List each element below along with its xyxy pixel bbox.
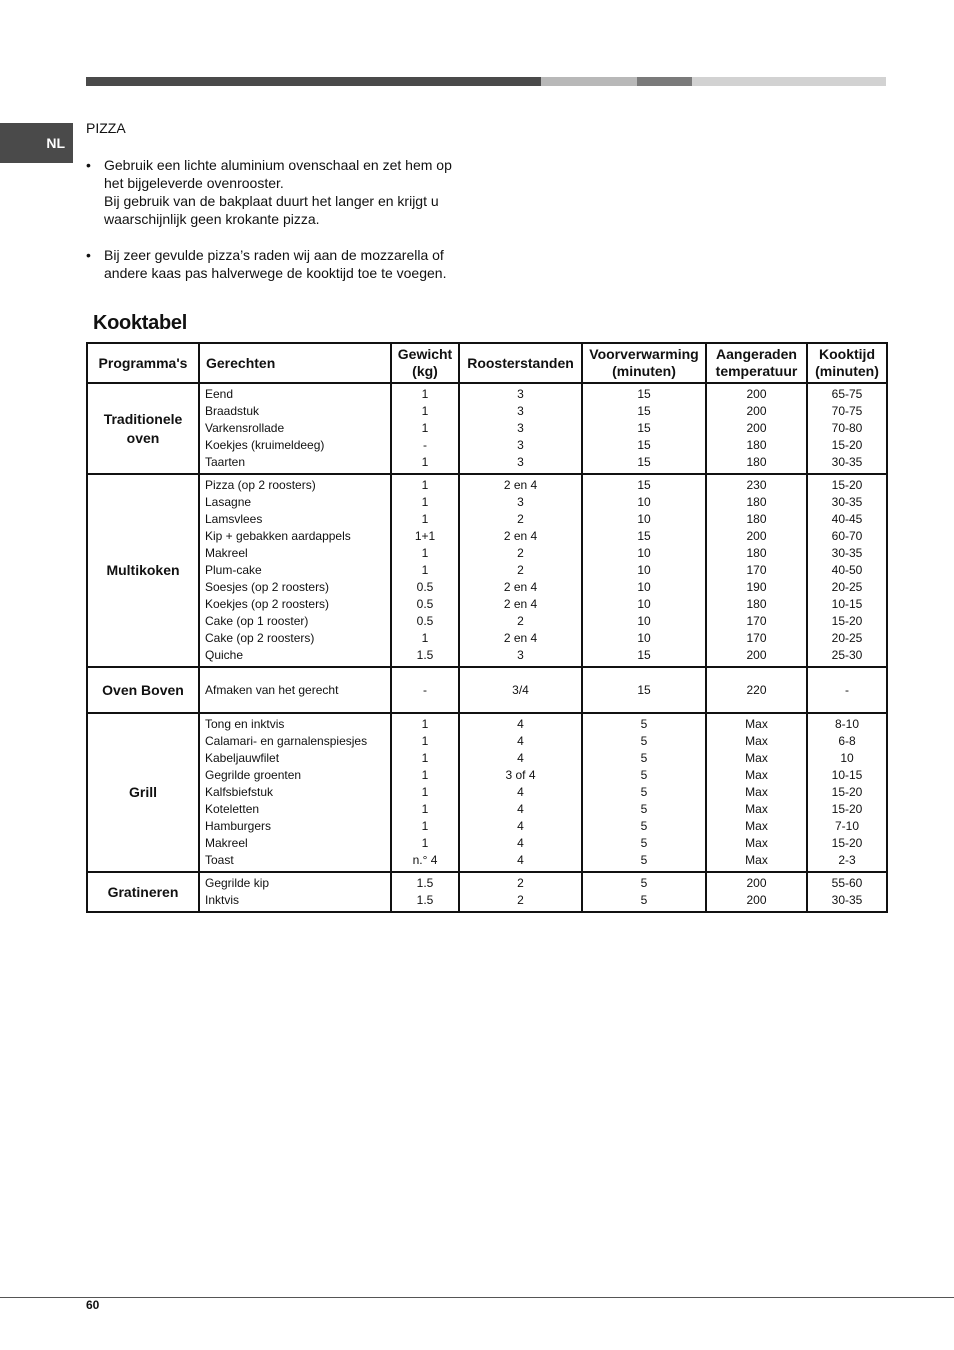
cooking-time-cell: [807, 713, 887, 872]
cell-line: Pizza (op 2 roosters): [205, 478, 316, 492]
cell-line: 3: [517, 495, 524, 509]
cell-line: Eend: [205, 387, 234, 401]
cell-line: 200: [746, 529, 767, 543]
table-row: [87, 713, 887, 872]
header-temperatuur: Aangeraden temperatuur: [706, 343, 807, 383]
cell-line: 3 of 4: [505, 768, 536, 782]
cell-line: 30-35: [831, 893, 863, 907]
cell-line: 1: [421, 455, 429, 469]
temperature-cell: [706, 474, 807, 667]
header-color-bar: [86, 77, 886, 86]
cell-line: 1: [421, 495, 429, 509]
cell-line: 3/4: [512, 682, 529, 697]
cell-line: 0.5: [416, 580, 434, 594]
cell-line: 200: [746, 387, 767, 401]
dish-cell: [199, 474, 391, 667]
cell-line: Cake (op 2 roosters): [205, 631, 315, 645]
cell-line: 1: [421, 421, 429, 435]
cell-line: Varkensrollade: [205, 421, 285, 435]
pizza-heading: PIZZA: [86, 120, 126, 136]
language-label: NL: [46, 135, 65, 151]
cell-line: 1: [421, 404, 429, 418]
cell-line: 1.5: [416, 876, 434, 890]
cell-line: 15: [637, 455, 651, 469]
cell-line: 7-10: [834, 819, 860, 833]
cell-line: Lamsvlees: [205, 512, 263, 526]
cell-line: 4: [517, 717, 524, 731]
cell-line: 230: [746, 478, 767, 492]
cell-line: 1.5: [416, 893, 434, 907]
cell-line: 20-25: [831, 580, 863, 594]
table-header-row: [87, 343, 887, 383]
cell-line: Max: [745, 853, 768, 867]
cooking-time-cell: [807, 667, 887, 713]
cell-line: 220: [746, 682, 767, 697]
cell-line: Afmaken van het gerecht: [205, 682, 339, 697]
cell-line: 2 en 4: [503, 580, 538, 594]
cell-line: 40-45: [831, 512, 863, 526]
cell-line: 20-25: [831, 631, 863, 645]
header-voorverwarming: Voorverwarming (minuten): [582, 343, 706, 383]
cell-line: 5: [640, 734, 648, 748]
cell-line: 10: [637, 597, 651, 611]
cell-line: 1: [421, 734, 429, 748]
rack-cell: [459, 383, 582, 474]
cell-line: 1: [421, 768, 429, 782]
cell-line: 15: [637, 438, 651, 452]
cell-line: 5: [640, 717, 648, 731]
table-title: Kooktabel: [93, 312, 187, 334]
cooking-time-cell: [807, 474, 887, 667]
footer-divider: [0, 1297, 954, 1298]
cell-line: 2 en 4: [503, 631, 538, 645]
cell-line: 1: [421, 785, 429, 799]
cell-line: Koekjes (kruimeldeeg): [205, 438, 325, 452]
temperature-cell: [706, 713, 807, 872]
header-programma: Programma's: [87, 343, 199, 383]
cell-line: 1.5: [416, 648, 434, 662]
header-bar-segment: [692, 77, 886, 86]
weight-cell: [391, 383, 459, 474]
cell-line: Max: [745, 751, 768, 765]
cell-line: 200: [746, 648, 767, 662]
table-row: [87, 667, 887, 713]
cell-line: Koteletten: [205, 802, 260, 816]
cell-line: 0.5: [416, 614, 434, 628]
cell-line: 15-20: [831, 438, 863, 452]
weight-cell: [391, 872, 459, 912]
header-bar-segment: [86, 77, 541, 86]
cell-line: 3: [517, 455, 524, 469]
cell-line: 5: [640, 802, 648, 816]
rack-cell: [459, 667, 582, 713]
rack-cell: [459, 872, 582, 912]
cell-line: 2: [517, 512, 524, 526]
cell-line: Gegrilde kip: [205, 876, 270, 890]
cell-line: 5: [640, 893, 648, 907]
preheat-cell: [582, 474, 706, 667]
cell-line: 4: [517, 751, 524, 765]
cooking-time-cell: [807, 872, 887, 912]
cell-line: 5: [640, 751, 648, 765]
cell-line: 15-20: [831, 478, 863, 492]
cell-line: 180: [746, 455, 767, 469]
cell-line: Soesjes (op 2 roosters): [205, 580, 330, 594]
cell-line: 4: [517, 853, 524, 867]
rack-cell: [459, 474, 582, 667]
cell-line: 5: [640, 819, 648, 833]
cell-line: 10: [637, 495, 651, 509]
cell-line: Kabeljauwfilet: [205, 751, 280, 765]
header-bar-segment: [637, 77, 692, 86]
dish-cell: [199, 713, 391, 872]
cell-line: Max: [745, 785, 768, 799]
pizza-tip-1: [86, 156, 486, 228]
preheat-cell: [582, 713, 706, 872]
cell-line: Hamburgers: [205, 819, 272, 833]
program-cell: [87, 667, 199, 713]
rack-cell: [459, 713, 582, 872]
weight-cell: [391, 474, 459, 667]
cell-line: 3: [517, 421, 524, 435]
text-line: waarschijnlijk geen krokante pizza.: [104, 211, 320, 227]
cell-line: Inktvis: [205, 893, 240, 907]
cell-line: Kalfsbiefstuk: [205, 785, 274, 799]
program-cell: [87, 872, 199, 912]
cell-line: Lasagne: [205, 495, 252, 509]
cooking-table: [86, 342, 888, 913]
cell-line: 40-50: [831, 563, 863, 577]
cell-line: Max: [745, 802, 768, 816]
header-gerechten: Gerechten: [199, 343, 391, 383]
cell-line: Cake (op 1 rooster): [205, 614, 309, 628]
cell-line: 10: [637, 512, 651, 526]
dish-cell: [199, 667, 391, 713]
text-line: Bij gebruik van de bakplaat duurt het langer en krijgt u: [104, 193, 439, 209]
cell-line: 1+1: [414, 529, 436, 543]
program-cell: [87, 383, 199, 474]
cell-line: 4: [517, 785, 524, 799]
weight-cell: [391, 667, 459, 713]
cell-line: Gegrilde groenten: [205, 768, 302, 782]
header-gewicht: Gewicht (kg): [391, 343, 459, 383]
temperature-cell: [706, 383, 807, 474]
cell-line: 2: [517, 546, 524, 560]
dish-cell: [199, 383, 391, 474]
cell-line: -: [845, 682, 849, 697]
cell-line: 180: [746, 546, 767, 560]
text-line: Gebruik een lichte aluminium ovenschaal en zet hem op: [104, 157, 452, 173]
temperature-cell: [706, 872, 807, 912]
header-roosterstanden: Roosterstanden: [459, 343, 582, 383]
program-label: Grill: [128, 784, 157, 800]
cell-line: 15: [637, 404, 651, 418]
cell-line: 15-20: [831, 785, 863, 799]
text-line: andere kaas pas halverwege de kooktijd toe te voegen.: [104, 265, 447, 281]
cell-line: 30-35: [831, 495, 863, 509]
cell-line: 10: [637, 563, 651, 577]
cell-line: 180: [746, 495, 767, 509]
cell-line: 3: [517, 648, 524, 662]
cell-line: 1: [421, 751, 429, 765]
cell-line: 5: [640, 853, 648, 867]
cell-line: Tong en inktvis: [205, 717, 285, 731]
cell-line: 4: [517, 836, 524, 850]
cell-line: Braadstuk: [205, 404, 260, 418]
bullet-icon: •: [86, 247, 91, 263]
program-label: Traditionele: [103, 410, 183, 427]
cell-line: 30-35: [831, 455, 863, 469]
cell-line: 15-20: [831, 614, 863, 628]
cell-line: 170: [746, 614, 767, 628]
cell-line: 1: [421, 546, 429, 560]
cell-line: 200: [746, 893, 767, 907]
cell-line: 6-8: [838, 734, 856, 748]
cell-line: 2 en 4: [503, 529, 538, 543]
cell-line: 5: [640, 836, 648, 850]
preheat-cell: [582, 667, 706, 713]
cell-line: 1: [421, 512, 429, 526]
program-label: Gratineren: [107, 883, 179, 900]
text-line: het bijgeleverde ovenrooster.: [104, 175, 284, 191]
cell-line: Kip + gebakken aardappels: [205, 529, 351, 543]
cell-line: 55-60: [831, 876, 863, 890]
cell-line: 1: [421, 387, 429, 401]
cell-line: 70-75: [831, 404, 863, 418]
cell-line: 4: [517, 802, 524, 816]
cell-line: 15: [637, 529, 651, 543]
cell-line: -: [423, 682, 427, 697]
cell-line: 170: [746, 631, 767, 645]
cell-line: Calamari- en garnalenspiesjes: [205, 734, 368, 748]
program-cell: [87, 474, 199, 667]
cell-line: 8-10: [834, 717, 860, 731]
cell-line: Koekjes (op 2 roosters): [205, 597, 330, 611]
cell-line: 10-15: [831, 597, 863, 611]
cell-line: Quiche: [205, 648, 244, 662]
weight-cell: [391, 713, 459, 872]
cell-line: 2 en 4: [503, 478, 538, 492]
cell-line: 10-15: [831, 768, 863, 782]
cell-line: 2 en 4: [503, 597, 538, 611]
cell-line: 1: [421, 631, 429, 645]
program-label: Oven Boven: [102, 681, 184, 698]
cell-line: 15: [637, 682, 651, 697]
cell-line: 15: [637, 648, 651, 662]
cell-line: 15-20: [831, 836, 863, 850]
cell-line: Taarten: [205, 455, 246, 469]
cell-line: 65-75: [831, 387, 863, 401]
cell-line: 180: [746, 438, 767, 452]
bullet-icon: •: [86, 157, 91, 173]
cell-line: -: [423, 438, 427, 452]
cell-line: 170: [746, 563, 767, 577]
cell-line: Plum-cake: [205, 563, 262, 577]
cell-line: 2: [517, 876, 524, 890]
cooking-time-cell: [807, 383, 887, 474]
cell-line: 10: [637, 580, 651, 594]
cell-line: 70-80: [831, 421, 863, 435]
cell-line: Max: [745, 768, 768, 782]
cell-line: Toast: [205, 853, 234, 867]
table-body: [87, 383, 887, 912]
cell-line: 1: [421, 478, 429, 492]
cell-line: 3: [517, 404, 524, 418]
temperature-cell: [706, 667, 807, 713]
cell-line: 15: [637, 387, 651, 401]
page-number: 60: [86, 1298, 100, 1312]
header-kooktijd: Kooktijd (minuten): [807, 343, 887, 383]
cell-line: 10: [840, 751, 854, 765]
cell-line: Max: [745, 819, 768, 833]
cell-line: 1: [421, 717, 429, 731]
cell-line: 2: [517, 614, 524, 628]
cell-line: Max: [745, 836, 768, 850]
cell-line: 1: [421, 802, 429, 816]
table-row: [87, 872, 887, 912]
cell-line: 180: [746, 597, 767, 611]
cell-line: 25-30: [831, 648, 863, 662]
cooking-table-wrapper: [86, 342, 886, 913]
preheat-cell: [582, 383, 706, 474]
cell-line: 1: [421, 836, 429, 850]
cell-line: 200: [746, 421, 767, 435]
cell-line: Makreel: [205, 836, 248, 850]
cell-line: 190: [746, 580, 767, 594]
program-label: Multikoken: [106, 562, 180, 578]
cell-line: 0.5: [416, 597, 434, 611]
cell-line: 15: [637, 421, 651, 435]
cell-line: 5: [640, 785, 648, 799]
cell-line: 1: [421, 819, 429, 833]
preheat-cell: [582, 872, 706, 912]
language-tab: [0, 123, 73, 163]
cell-line: 200: [746, 404, 767, 418]
table-row: [87, 474, 887, 667]
cell-line: 10: [637, 546, 651, 560]
cell-line: n.° 4: [412, 853, 438, 867]
cell-line: 200: [746, 876, 767, 890]
cell-line: 3: [517, 387, 524, 401]
header-bar-segment: [541, 77, 637, 86]
cell-line: 10: [637, 614, 651, 628]
cell-line: 60-70: [831, 529, 863, 543]
pizza-tips: [86, 156, 486, 300]
cell-line: Max: [745, 734, 768, 748]
cell-line: 5: [640, 768, 648, 782]
table-row: [87, 383, 887, 474]
program-cell: [87, 713, 199, 872]
cell-line: Makreel: [205, 546, 248, 560]
cell-line: 3: [517, 438, 524, 452]
cell-line: 2: [517, 893, 524, 907]
cell-line: 4: [517, 819, 524, 833]
cell-line: 30-35: [831, 546, 863, 560]
cell-line: 15-20: [831, 802, 863, 816]
cell-line: 4: [517, 734, 524, 748]
dish-cell: [199, 872, 391, 912]
cell-line: 180: [746, 512, 767, 526]
cell-line: 2: [517, 563, 524, 577]
pizza-tip-2: [86, 246, 486, 282]
cell-line: 5: [640, 876, 648, 890]
cell-line: Max: [745, 717, 768, 731]
program-label: oven: [126, 429, 160, 446]
text-line: Bij zeer gevulde pizza’s raden wij aan de mozzarella of: [104, 247, 444, 263]
cell-line: 10: [637, 631, 651, 645]
cell-line: 15: [637, 478, 651, 492]
cell-line: 2-3: [838, 853, 856, 867]
cell-line: 1: [421, 563, 429, 577]
